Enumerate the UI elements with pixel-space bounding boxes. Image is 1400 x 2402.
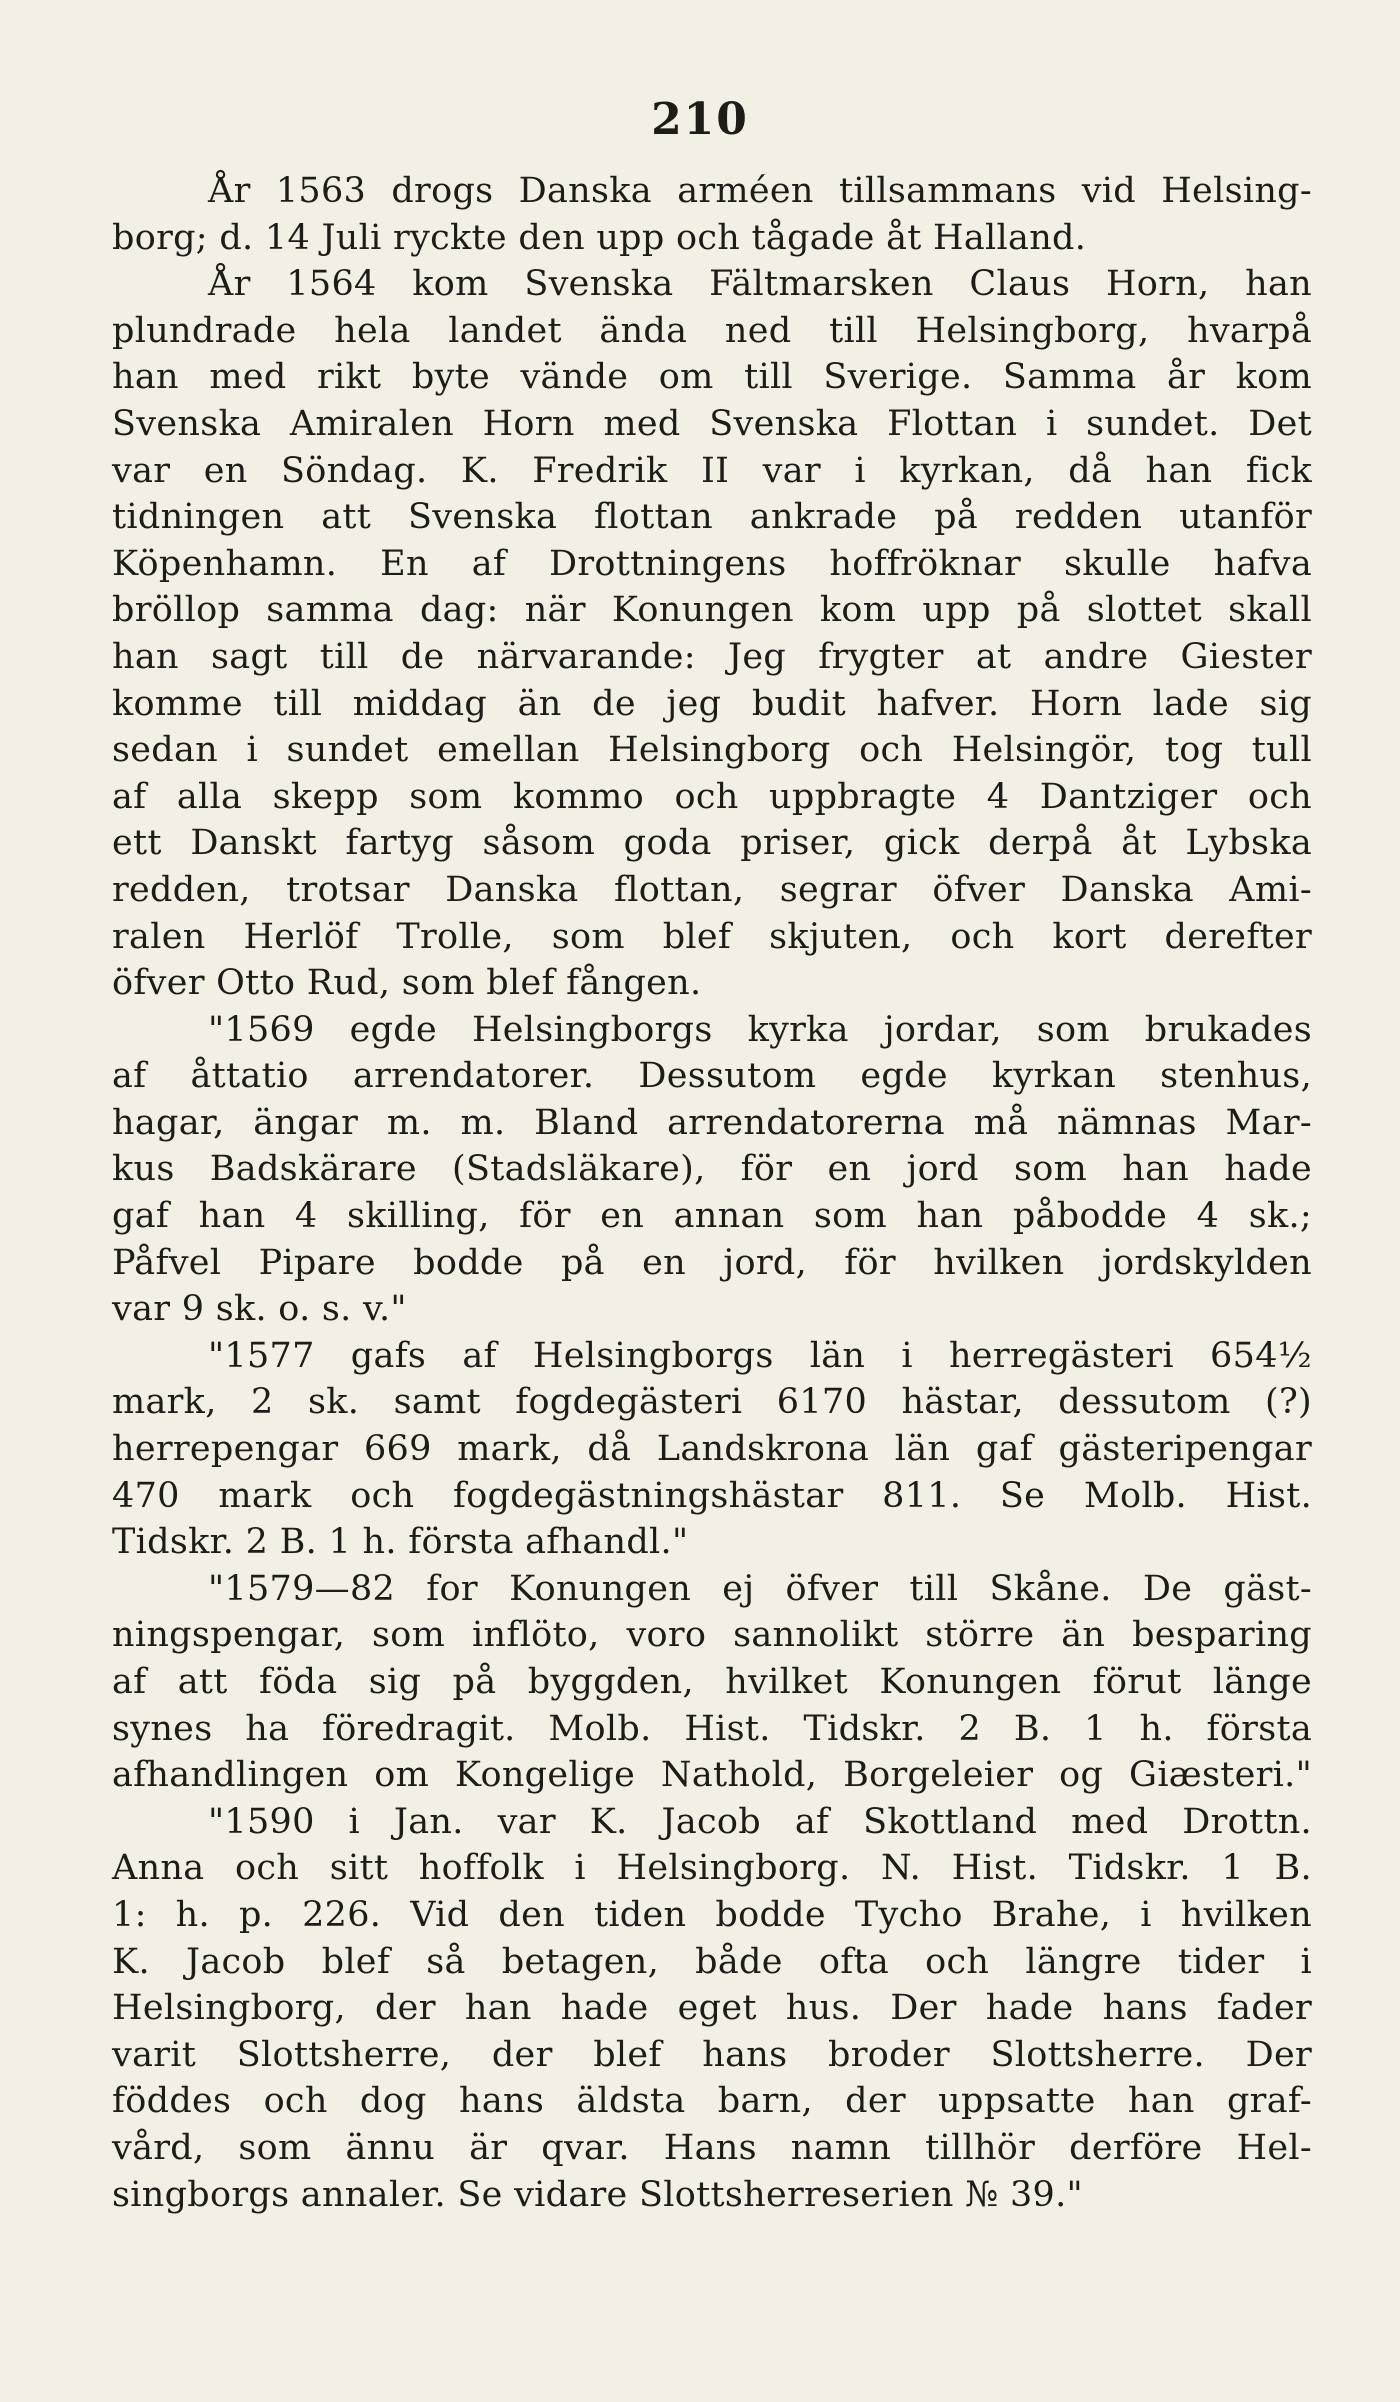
text-line: Helsingborg, der han hade eget hus. Der hade hans fader (112, 1988, 1312, 2029)
text-line: gaf han 4 skilling, för en annan som han påbodde 4 sk.; (112, 1196, 1312, 1237)
text-line: kus Badskärare (Stadsläkare), för en jord som han hade (112, 1149, 1312, 1190)
text-line: Anna och sitt hoffolk i Helsingborg. N. Hist. Tidskr. 1 B. (112, 1848, 1312, 1889)
text-line: hagar, ängar m. m. Bland arrendatorerna må nämnas Mar- (112, 1102, 1312, 1143)
text-line: År 1564 kom Svenska Fältmarsken Claus Horn, han (208, 264, 1312, 305)
text-line: afhandlingen om Kongelige Nathold, Borgeleier og Giæsteri." (112, 1755, 1312, 1796)
text-line: "1579—82 for Konungen ej öfver till Skåne. De gäst- (208, 1568, 1312, 1609)
text-line: plundrade hela landet ända ned till Helsingborg, hvarpå (112, 310, 1312, 351)
text-line: borg; d. 14 Juli ryckte den upp och tågade åt Halland. (112, 217, 1087, 258)
text-line: "1590 i Jan. var K. Jacob af Skottland med Drottn. (208, 1801, 1312, 1842)
text-line: bröllop samma dag: när Konungen kom upp på slottet skall (112, 590, 1312, 631)
text-line: af alla skepp som kommo och uppbragte 4 Dantziger och (112, 776, 1312, 817)
text-line: 1: h. p. 226. Vid den tiden bodde Tycho Brahe, i hvilken (112, 1894, 1312, 1935)
text-line: han sagt till de närvarande: Jeg frygter at andre Giester (112, 636, 1312, 677)
text-line: öfver Otto Rud, som blef fången. (112, 963, 702, 1004)
text-line: af åttatio arrendatorer. Dessutom egde kyrkan stenhus, (112, 1056, 1312, 1097)
text-line: var 9 sk. o. s. v." (112, 1289, 407, 1330)
text-line: ningspengar, som inflöto, voro sannolikt större än besparing (112, 1615, 1312, 1656)
text-line: mark, 2 sk. samt fogdegästeri 6170 hästar, dessutom (?) (112, 1382, 1312, 1423)
text-line: ralen Herlöf Trolle, som blef skjuten, och kort derefter (112, 916, 1312, 957)
text-line: af att föda sig på byggden, hvilket Konungen förut länge (112, 1662, 1312, 1702)
text-line: komme till middag än de jeg budit hafver. Horn lade sig (112, 683, 1312, 724)
text-line: föddes och dog hans äldsta barn, der uppsatte han graf- (112, 2081, 1312, 2122)
text-line: Svenska Amiralen Horn med Svenska Flottan i sundet. Det (112, 403, 1312, 444)
text-line: tidningen att Svenska flottan ankrade på redden utanför (112, 497, 1312, 538)
text-line: Köpenhamn. En af Drottningens hoffröknar skulle hafva (112, 543, 1312, 584)
text-line: varit Slottsherre, der blef hans broder Slottsherre. Der (112, 2034, 1312, 2075)
text-line: vård, som ännu är qvar. Hans namn tillhör derföre Hel- (112, 2127, 1312, 2168)
text-line: herrepengar 669 mark, då Landskrona län gaf gästeripengar (112, 1429, 1312, 1470)
text-line: Påfvel Pipare bodde på en jord, för hvilken jordskylden (112, 1242, 1312, 1283)
text-line: han med rikt byte vände om till Sverige. Samma år kom (112, 357, 1312, 398)
text-line: synes ha föredragit. Molb. Hist. Tidskr. 2 B. 1 h. första (112, 1708, 1312, 1749)
text-line: singborgs annaler. Se vidare Slottsherreserien № 39." (112, 2174, 1083, 2215)
text-line: 470 mark och fogdegästningshästar 811. Se Molb. Hist. (112, 1475, 1312, 1516)
text-line: sedan i sundet emellan Helsingborg och Helsingör, tog tull (112, 730, 1312, 771)
page-number: 210 (651, 94, 749, 145)
text-line: Tidskr. 2 B. 1 h. första afhandl." (112, 1522, 689, 1563)
text-line: redden, trotsar Danska flottan, segrar öfver Danska Ami- (112, 869, 1312, 910)
text-line: "1577 gafs af Helsingborgs län i herregästeri 654½ (208, 1335, 1312, 1376)
text-line: K. Jacob blef så betagen, både ofta och längre tider i (112, 1941, 1312, 1982)
text-line: ett Danskt fartyg såsom goda priser, gick derpå åt Lybska (112, 823, 1312, 864)
text-line: År 1563 drogs Danska arméen tillsammans vid Helsing- (208, 171, 1312, 211)
text-line: var en Söndag. K. Fredrik II var i kyrkan, då han fick (112, 450, 1312, 491)
text-line: "1569 egde Helsingborgs kyrka jordar, som brukades (208, 1009, 1312, 1050)
body-text (112, 168, 1312, 2218)
